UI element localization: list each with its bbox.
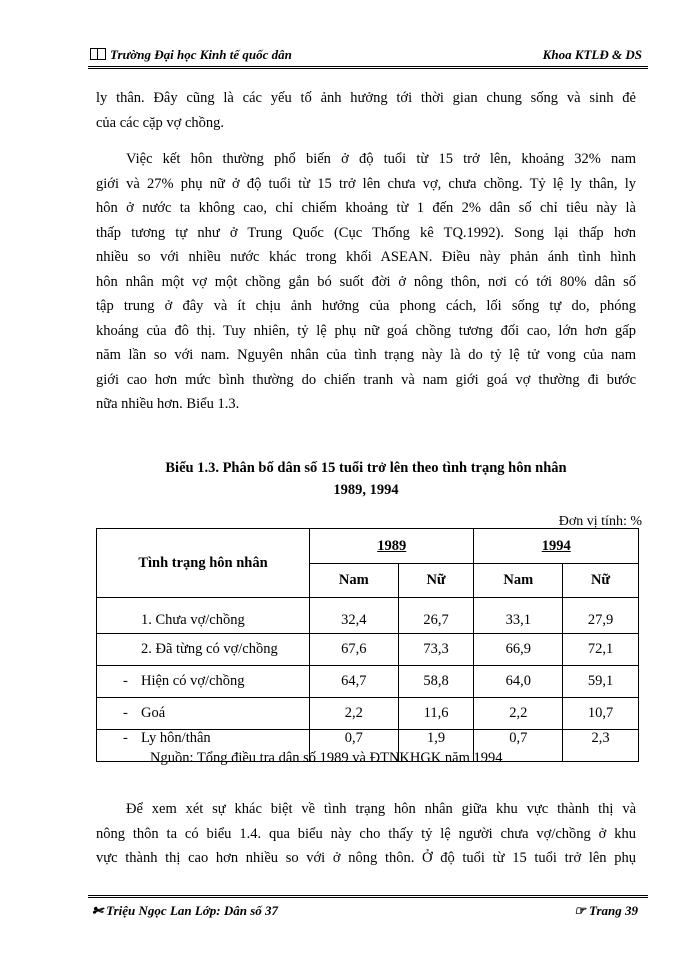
table-cell: 33,1: [474, 598, 563, 634]
row-label-text: Goá: [141, 705, 166, 721]
header-right: Khoa KTLĐ & DS: [542, 47, 642, 62]
year-1989-text: 1989: [377, 537, 407, 554]
footer-page: [574, 903, 638, 919]
header-year-1994: [474, 529, 639, 564]
table-cell: 66,9: [474, 634, 563, 666]
row-label-text: 1. Chưa vợ/chồng: [141, 612, 245, 628]
paragraph-1: [96, 86, 636, 135]
row-label-text: 2. Đã từng có vợ/chồng: [141, 641, 278, 657]
subheader-nu: Nữ: [398, 564, 474, 598]
table-cell: 0,7: [474, 730, 563, 762]
row-dash: -: [123, 730, 128, 746]
table-source: Nguồn: Tổng điều tra dân số 1989 và ĐTNKHGK năm 1994: [150, 750, 503, 766]
table-cell: 27,9: [563, 598, 639, 634]
subheader-nam: Nam: [474, 564, 563, 598]
table-cell: 67,6: [310, 634, 399, 666]
row-label-text: Hiện có vợ/chồng: [141, 673, 245, 689]
table-cell: 73,3: [398, 634, 474, 666]
table-cell: 2,3: [563, 730, 639, 762]
paragraph-3: [96, 797, 636, 871]
paragraph-1-line: ly thân. Đây cũng là các yếu tố ảnh hưởng tới thời gian chung sống và sinh đẻ: [96, 90, 636, 106]
table-cell: 2,2: [310, 698, 399, 730]
header-left: [90, 47, 292, 63]
table-cell: 32,4: [310, 598, 399, 634]
paragraph-2-line: nữa nhiều hơn. Biểu 1.3.: [96, 396, 240, 412]
paragraph-2-line: năm lần so với nam. Nguyên nhân của tình trạng này là do tỷ lệ tử vong của nam: [96, 347, 636, 363]
paragraph-3-line: vực thành thị cao hơn nhiều so với ở nông thôn. Ở độ tuổi từ 15 tuổi trở lên phụ: [96, 850, 636, 866]
table-row: [97, 698, 639, 730]
paragraph-2-line: khoáng của đô thị. Tuy nhiên, tỷ lệ phụ nữ goá chồng tương đối cao, lớn hơn gấp: [96, 322, 636, 339]
table-title-line2: 1989, 1994: [333, 482, 399, 498]
book-icon: [90, 48, 106, 60]
table-cell: 64,7: [310, 666, 399, 698]
row-dash: -: [123, 705, 128, 721]
table-row: [97, 666, 639, 698]
paragraph-2-line: giới cao hơn mức bình thường do chiến tranh và nam giới goá vợ thường đi bước: [96, 371, 636, 388]
scissors-icon: ✄: [92, 903, 107, 918]
table-cell: 2,2: [474, 698, 563, 730]
table-row: [97, 634, 639, 666]
table-cell: 0,7: [310, 730, 399, 762]
header-marital-status: Tình trạng hôn nhân: [97, 529, 310, 598]
paragraph-2-line: thấp tương tự như ở Trung Quốc (Cục Thống kê TQ.1992). Song lại thấp hơn: [96, 224, 636, 241]
row-label: [97, 634, 310, 666]
table-row: [97, 598, 639, 634]
pointer-icon: ☞: [574, 903, 589, 918]
header-university: Trường Đại học Kinh tế quốc dân: [110, 47, 292, 62]
paragraph-2-line: giới và 27% phụ nữ ở độ tuổi từ 15 trở lên chưa vợ, chưa chồng. Tỷ lệ ly thân, ly: [96, 175, 636, 192]
footer-page-text: Trang 39: [589, 903, 638, 918]
row-dash: -: [123, 673, 128, 689]
table-cell: 11,6: [398, 698, 474, 730]
subheader-nu: Nữ: [563, 564, 639, 598]
row-label-text: Ly hôn/thân: [141, 730, 211, 746]
table-cell: 59,1: [563, 666, 639, 698]
row-label: [97, 598, 310, 634]
paragraph-3-line: Để xem xét sự khác biệt về tình trạng hôn nhân giữa khu vực thành thị và: [126, 801, 636, 817]
table-cell: 1,9: [398, 730, 474, 762]
footer-author: [92, 903, 278, 919]
table-title: [96, 457, 636, 501]
page-footer: [88, 895, 648, 920]
page-header: [88, 40, 648, 69]
header-year-1989: [310, 529, 474, 564]
year-1994-text: 1994: [541, 537, 571, 554]
table-cell: 72,1: [563, 634, 639, 666]
paragraph-2-line: Việc kết hôn thường phổ biến ở độ tuổi từ 15 trở lên, khoảng 32% nam: [126, 151, 636, 167]
table-cell: 10,7: [563, 698, 639, 730]
table-cell: 58,8: [398, 666, 474, 698]
paragraph-2-line: hôn ở nước ta không cao, chỉ chiếm khoảng từ 1 đến 2% dân số chỉ tiêu này là: [96, 200, 636, 216]
paragraph-2: [96, 147, 636, 417]
table-header-row: [97, 529, 639, 564]
paragraph-2-line: hôn nhân một vợ một chồng gắn bó suốt đời ở nông thôn, nơi có tới 80% dân số: [96, 273, 636, 290]
paragraph-2-line: tập trung ở đây và ít chịu ảnh hưởng của phong cách, lối sống tự do, phóng: [96, 298, 636, 314]
marital-status-table: [96, 528, 639, 762]
table-cell: 64,0: [474, 666, 563, 698]
row-label: [97, 698, 310, 730]
table-cell: 26,7: [398, 598, 474, 634]
paragraph-3-line: nông thôn ta có biểu 1.4. qua biểu này cho thấy tỷ lệ người chưa vợ/chồng ở khu: [96, 825, 636, 842]
footer-author-text: Triệu Ngọc Lan Lớp: Dân số 37: [106, 903, 279, 918]
subheader-nam: Nam: [310, 564, 399, 598]
table-title-line1: Biểu 1.3. Phân bố dân số 15 tuổi trở lên theo tình trạng hôn nhân: [165, 460, 567, 476]
paragraph-2-line: nhiều so với nhiều nước khác trong khối ASEAN. Điều này phản ánh tình hình: [96, 249, 636, 265]
unit-label: Đơn vị tính: %: [558, 514, 642, 529]
paragraph-1-line: của các cặp vợ chồng.: [96, 114, 225, 131]
row-label: [97, 666, 310, 698]
